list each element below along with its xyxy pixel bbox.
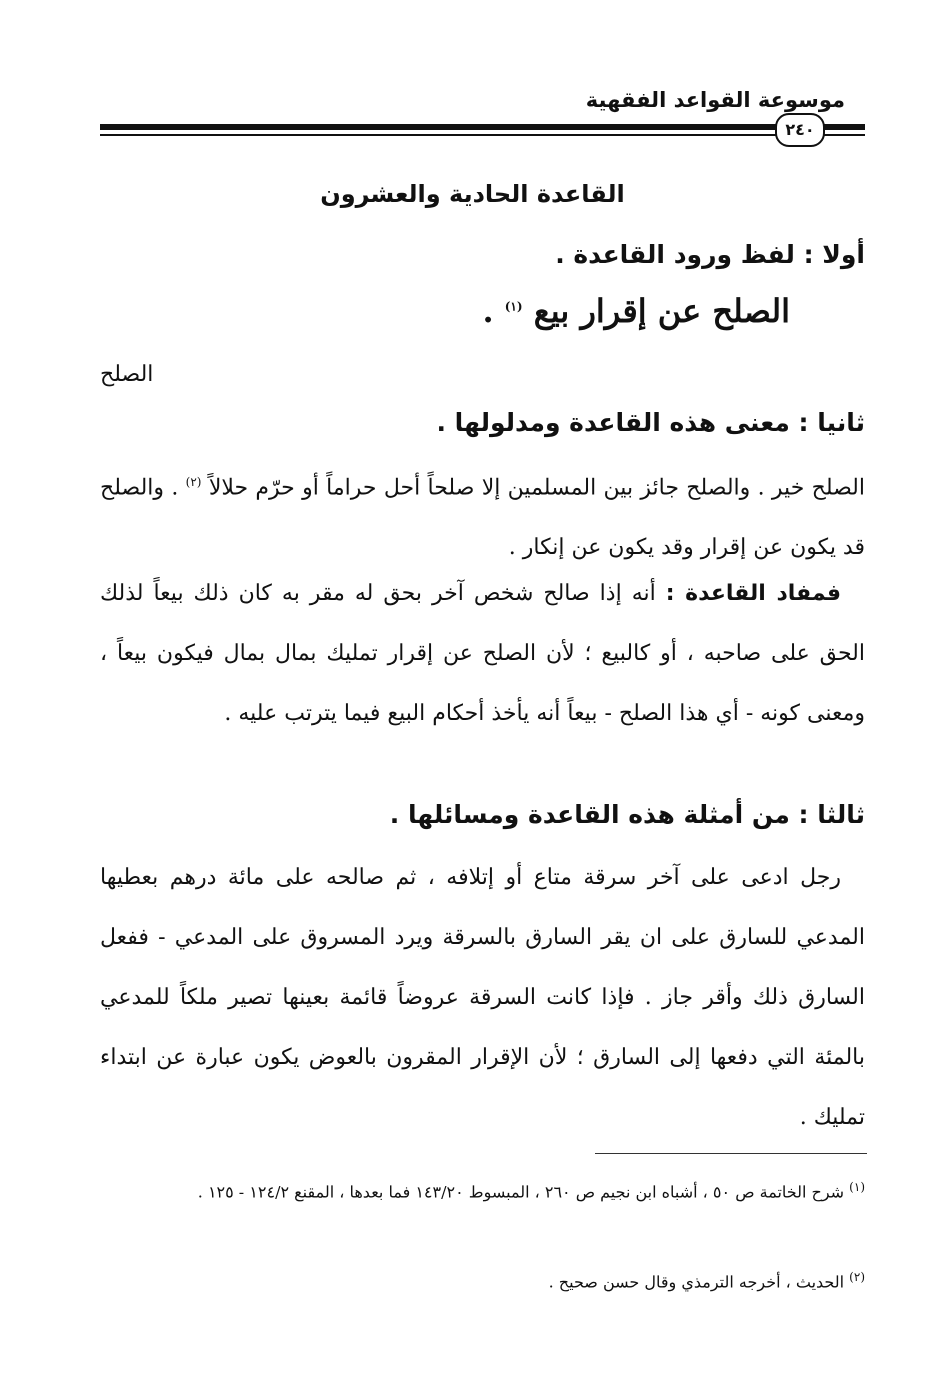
paragraph-1-text-a: الصلح خير . والصلح جائز بين المسلمين إلا صلحاً أحل حراماً أو حرّم حلالاً [208,475,865,501]
footnote-2 [100,1258,865,1301]
paragraph-2-label: فمفاد القاعدة : [665,581,841,606]
running-header-title: موسوعة القواعد الفقهية [585,88,845,112]
paragraph-1-text-b: . والصلح قد يكون عن إقرار وقد يكون عن إنكار . [100,475,865,561]
footnote-1 [100,1168,865,1211]
footnote-2-number: (٢) [849,1270,865,1284]
rule-title: القاعدة الحادية والعشرون [320,180,625,208]
footnote-2-text: الحديث ، أخرجه الترمذي وقال حسن صحيح . [548,1272,845,1292]
section-heading-3: ثالثا : من أمثلة هذه القاعدة ومسائلها . [389,800,865,829]
keyword: الصلح [100,362,154,387]
rule-statement-end: . [482,292,494,330]
page-number-badge: ٢٤٠ [775,113,825,147]
section-heading-1: أولا : لفظ ورود القاعدة . [555,240,865,269]
footnote-separator [595,1153,867,1154]
paragraph-3: رجل ادعى على آخر سرقة متاع أو إتلافه ، ثم صالحه على مائة درهم بعطيها المدعي للسارق على ان يقر السارق بالسرقة ويرد المسروق على المدعي - ففعل السارق ذلك وأقر جاز . فإذا كانت السرقة عروضاً قائمة بعينها تصير ملكاً للمدعي بالمئة التي دفعها إلى السارق ؛ لأن الإقرار المقرون بالعوض يكون عبارة عن ابتداء تمليك . [100,865,865,1130]
footnote-1-text: شرح الخاتمة ص ٥٠ ، أشباه ابن نجيم ص ٢٦٠ ، المبسوط ١٤٣/٢٠ فما بعدها ، المقنع ١٢٤/٢ - ١٢٥ . [197,1182,845,1202]
header-rule-thin [100,134,865,136]
rule-statement [482,292,790,330]
section-heading-2: ثانيا : معنى هذه القاعدة ومدلولها . [436,408,865,437]
paragraph-2-text: أنه إذا صالح شخص آخر بحق له مقر به كان ذلك بيعاً لذلك الحق على صاحبه ، أو كالبيع ؛ لأن الصلح عن إقرار تمليك بمال بمال فيكون بيعاً ، ومعنى كونه - أي هذا الصلح - بيعاً أنه يأخذ أحكام البيع فيما يترتب عليه . [100,581,865,726]
paragraph-2 [100,564,865,744]
paragraph-1 [100,452,865,578]
rule-statement-text: الصلح عن إقرار بيع [533,292,790,330]
header-rule-thick [100,124,865,130]
footnote-ref-2: (٢) [185,475,202,489]
footnote-ref-1: (١) [504,299,523,314]
footnote-1-number: (١) [849,1180,865,1194]
